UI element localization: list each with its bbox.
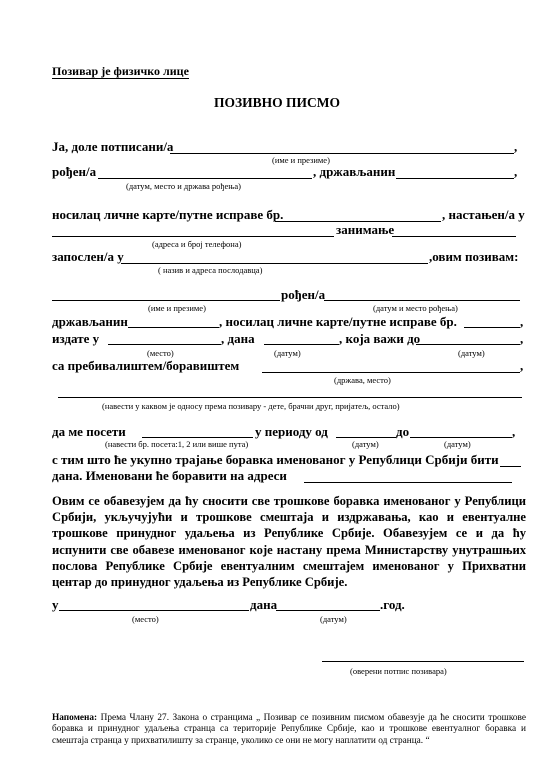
inviter-resident-label: , настањен/а у <box>442 207 525 222</box>
period-to-label: до <box>396 424 410 439</box>
issued-place-caption: (место) <box>147 348 174 358</box>
comma: , <box>520 331 524 346</box>
issued-place-field[interactable] <box>108 344 221 345</box>
inviter-birth-field[interactable] <box>98 178 312 179</box>
comma: , <box>514 164 518 179</box>
inviter-citizen-label: , држављанин <box>313 164 396 179</box>
inviter-birth-caption: (датум, место и држава рођења) <box>126 181 242 191</box>
inviter-occupation-label: занимање <box>336 222 395 237</box>
invitee-name-caption: (име и презиме) <box>148 303 206 313</box>
invitee-birth-caption: (датум и место рођења) <box>373 303 458 313</box>
note-label: Напомена: <box>52 713 98 723</box>
invitee-citizenship-field[interactable] <box>128 327 219 328</box>
signature-date-field[interactable] <box>276 610 380 611</box>
issued-day-label: , дана <box>221 331 255 346</box>
duration-text: с тим што ће укупно трајање боравка именованог у Републици Србији бити <box>52 452 499 467</box>
stay-address-field[interactable] <box>304 482 512 483</box>
invitee-name-field[interactable] <box>52 300 280 301</box>
inviter-name-field[interactable] <box>170 153 514 154</box>
issued-date-caption: (датум) <box>274 348 301 358</box>
visit-me-label: да ме посети <box>52 424 126 439</box>
note-text: Према Члану 27. Закона о странцима „ Позивар се позивним писмом обавезује да ће сносити трошкове боравка и принудног удаљења странца са територије Републике Србије, као и трошкове евентуалног боравка и смештаја странца у прихватилишту за странце, уколико се они не могу наплатити од странца. “ <box>52 713 526 746</box>
country-place-caption: (држава, место) <box>334 375 391 385</box>
signature-year-label: .год. <box>380 597 405 612</box>
inviter-occupation-field[interactable] <box>392 236 516 237</box>
invite-by-label: ,овим позивам: <box>429 249 519 264</box>
signature-place-caption: (место) <box>132 614 159 624</box>
visits-caption: (навести бр. посета:1, 2 или више пута) <box>105 439 249 449</box>
sender-type: Позивар је физичко лице <box>52 64 189 78</box>
inviter-id-label: носилац личне карте/путне исправе бр. <box>52 207 284 222</box>
page-title: ПОЗИВНО ПИСМО <box>213 95 340 110</box>
invitee-birth-field[interactable] <box>324 300 520 301</box>
comma: , <box>520 314 524 329</box>
comma: , <box>514 139 518 154</box>
invitee-born-label: рођен/а <box>281 287 326 302</box>
stay-address-label: дана. Именовани ће боравити на адреси <box>52 468 287 483</box>
valid-until-field[interactable] <box>416 344 520 345</box>
period-to-caption: (датум) <box>444 439 471 449</box>
relation-caption: (навести у каквом је односу према позивару - дете, брачни друг, пријатељ, остало) <box>102 401 400 411</box>
duration-days-field[interactable] <box>500 466 521 467</box>
obligation-paragraph: Овим се обавезујем да ћу сносити све трошкове боравка именованог у Републици Србији, укључујући и трошкове смештаја и издржавања, као и евентуалне трошкове принудног удаљења из Републике Србије. Обавезујем се и да ћу испунити све обавезе именованог које настану према Министарству унутрашњих послова Републике Србије евентуалним смештајем именованог у Прихватни центар до принудног удаљења из Републике Србије. <box>52 494 526 590</box>
residence-field[interactable] <box>262 372 520 373</box>
relation-field[interactable] <box>58 397 522 398</box>
inviter-employed-label: запослен/а у <box>52 249 124 264</box>
invitee-citizen-label: држављанин <box>52 314 128 329</box>
note-block <box>52 713 526 747</box>
issued-in-label: издате у <box>52 331 100 346</box>
inviter-address-field[interactable] <box>52 236 334 237</box>
signature-place-field[interactable] <box>59 610 249 611</box>
issued-date-field[interactable] <box>264 344 339 345</box>
inviter-employer-caption: ( назив и адреса послодавца) <box>158 265 263 275</box>
inviter-born-label: рођен/а <box>52 164 97 179</box>
invitee-id-field[interactable] <box>464 327 520 328</box>
signature-day-label: дана <box>250 597 278 612</box>
valid-until-caption: (датум) <box>458 348 485 358</box>
period-from-field[interactable] <box>336 437 396 438</box>
comma: , <box>512 424 516 439</box>
signature-in-label: у <box>52 597 59 612</box>
undersigned-label: Ја, доле потписани/а <box>52 139 174 154</box>
comma: , <box>520 358 524 373</box>
valid-until-label: , која важи до <box>339 331 421 346</box>
inviter-employer-field[interactable] <box>121 263 428 264</box>
residence-label: са пребивалиштем/боравиштем <box>52 358 240 373</box>
signature-date-caption: (датум) <box>320 614 347 624</box>
period-from-caption: (датум) <box>352 439 379 449</box>
period-label: у периоду од <box>255 424 328 439</box>
signature-field[interactable] <box>322 661 524 662</box>
period-to-field[interactable] <box>410 437 512 438</box>
invitee-id-label: , носилац личне карте/путне исправе бр. <box>219 314 457 329</box>
inviter-address-caption: (адреса и број телефона) <box>152 239 242 249</box>
inviter-citizenship-field[interactable] <box>396 178 514 179</box>
visits-count-field[interactable] <box>142 437 253 438</box>
inviter-name-caption: (име и презиме) <box>272 155 330 165</box>
signature-caption: (оверени потпис позивара) <box>350 666 447 676</box>
